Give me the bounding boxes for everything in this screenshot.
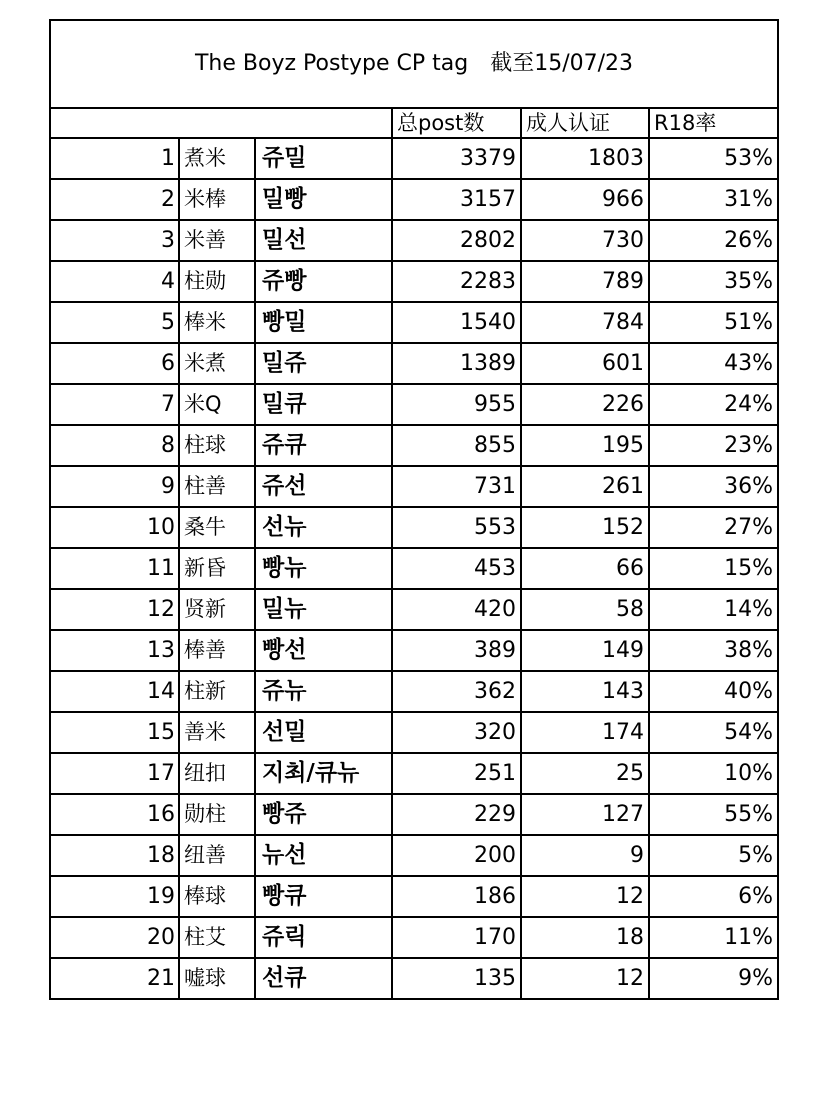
chinese-tag-cell: 柱勋 bbox=[179, 261, 255, 302]
chinese-tag-cell: 嘘球 bbox=[179, 958, 255, 999]
table-row bbox=[50, 138, 778, 179]
table-row bbox=[50, 835, 778, 876]
total-posts-cell: 420 bbox=[392, 589, 521, 630]
adult-verified-cell: 789 bbox=[521, 261, 649, 302]
chinese-tag-cell: 柱艾 bbox=[179, 917, 255, 958]
chinese-tag-cell: 贤新 bbox=[179, 589, 255, 630]
korean-tag-cell: 쥬밀 bbox=[255, 138, 392, 179]
chinese-tag-cell: 桑牛 bbox=[179, 507, 255, 548]
total-posts-cell: 3157 bbox=[392, 179, 521, 220]
rank-cell: 10 bbox=[50, 507, 179, 548]
chinese-tag-cell: 米棒 bbox=[179, 179, 255, 220]
korean-tag-cell: 빵큐 bbox=[255, 876, 392, 917]
total-posts-cell: 1389 bbox=[392, 343, 521, 384]
chinese-tag-cell: 米Q bbox=[179, 384, 255, 425]
korean-tag-cell: 쥬뉴 bbox=[255, 671, 392, 712]
adult-verified-cell: 143 bbox=[521, 671, 649, 712]
adult-verified-cell: 1803 bbox=[521, 138, 649, 179]
adult-verified-cell: 149 bbox=[521, 630, 649, 671]
table-row bbox=[50, 671, 778, 712]
chinese-tag-cell: 棒米 bbox=[179, 302, 255, 343]
rank-cell: 6 bbox=[50, 343, 179, 384]
header-row bbox=[50, 108, 778, 138]
rank-cell: 17 bbox=[50, 753, 179, 794]
total-posts-cell: 731 bbox=[392, 466, 521, 507]
chinese-tag-cell: 柱善 bbox=[179, 466, 255, 507]
korean-tag-cell: 쥬큐 bbox=[255, 425, 392, 466]
korean-tag-cell: 밀쥬 bbox=[255, 343, 392, 384]
table-row bbox=[50, 548, 778, 589]
chinese-tag-cell: 勋柱 bbox=[179, 794, 255, 835]
table-row bbox=[50, 917, 778, 958]
table-row bbox=[50, 466, 778, 507]
total-posts-cell: 1540 bbox=[392, 302, 521, 343]
r18-rate-cell: 35% bbox=[649, 261, 778, 302]
adult-verified-cell: 195 bbox=[521, 425, 649, 466]
rank-cell: 4 bbox=[50, 261, 179, 302]
rank-cell: 7 bbox=[50, 384, 179, 425]
header-adult-verified: 成人认证 bbox=[521, 108, 649, 138]
header-r18-rate: R18率 bbox=[649, 108, 778, 138]
chinese-tag-cell: 煮米 bbox=[179, 138, 255, 179]
adult-verified-cell: 966 bbox=[521, 179, 649, 220]
r18-rate-cell: 43% bbox=[649, 343, 778, 384]
rank-cell: 13 bbox=[50, 630, 179, 671]
table-row bbox=[50, 630, 778, 671]
korean-tag-cell: 빵뉴 bbox=[255, 548, 392, 589]
table-body bbox=[50, 20, 778, 999]
r18-rate-cell: 15% bbox=[649, 548, 778, 589]
adult-verified-cell: 601 bbox=[521, 343, 649, 384]
adult-verified-cell: 18 bbox=[521, 917, 649, 958]
adult-verified-cell: 127 bbox=[521, 794, 649, 835]
table-row bbox=[50, 179, 778, 220]
r18-rate-cell: 38% bbox=[649, 630, 778, 671]
header-blank-cell bbox=[50, 108, 392, 138]
r18-rate-cell: 40% bbox=[649, 671, 778, 712]
rank-cell: 2 bbox=[50, 179, 179, 220]
rank-cell: 5 bbox=[50, 302, 179, 343]
r18-rate-cell: 9% bbox=[649, 958, 778, 999]
r18-rate-cell: 53% bbox=[649, 138, 778, 179]
rank-cell: 20 bbox=[50, 917, 179, 958]
total-posts-cell: 2283 bbox=[392, 261, 521, 302]
korean-tag-cell: 뉴선 bbox=[255, 835, 392, 876]
korean-tag-cell: 쥬릭 bbox=[255, 917, 392, 958]
total-posts-cell: 955 bbox=[392, 384, 521, 425]
korean-tag-cell: 지최/큐뉴 bbox=[255, 753, 392, 794]
r18-rate-cell: 5% bbox=[649, 835, 778, 876]
total-posts-cell: 855 bbox=[392, 425, 521, 466]
korean-tag-cell: 선큐 bbox=[255, 958, 392, 999]
total-posts-cell: 135 bbox=[392, 958, 521, 999]
table-row bbox=[50, 220, 778, 261]
total-posts-cell: 453 bbox=[392, 548, 521, 589]
chinese-tag-cell: 新昏 bbox=[179, 548, 255, 589]
korean-tag-cell: 빵쥬 bbox=[255, 794, 392, 835]
header-total-posts: 总post数 bbox=[392, 108, 521, 138]
adult-verified-cell: 730 bbox=[521, 220, 649, 261]
r18-rate-cell: 27% bbox=[649, 507, 778, 548]
korean-tag-cell: 밀선 bbox=[255, 220, 392, 261]
rank-cell: 15 bbox=[50, 712, 179, 753]
adult-verified-cell: 226 bbox=[521, 384, 649, 425]
adult-verified-cell: 9 bbox=[521, 835, 649, 876]
rank-cell: 19 bbox=[50, 876, 179, 917]
chinese-tag-cell: 柱球 bbox=[179, 425, 255, 466]
rank-cell: 14 bbox=[50, 671, 179, 712]
table-row bbox=[50, 343, 778, 384]
chinese-tag-cell: 善米 bbox=[179, 712, 255, 753]
table-row bbox=[50, 302, 778, 343]
table-row bbox=[50, 794, 778, 835]
korean-tag-cell: 빵밀 bbox=[255, 302, 392, 343]
table-row bbox=[50, 507, 778, 548]
adult-verified-cell: 66 bbox=[521, 548, 649, 589]
adult-verified-cell: 12 bbox=[521, 958, 649, 999]
total-posts-cell: 3379 bbox=[392, 138, 521, 179]
total-posts-cell: 200 bbox=[392, 835, 521, 876]
korean-tag-cell: 밀빵 bbox=[255, 179, 392, 220]
total-posts-cell: 2802 bbox=[392, 220, 521, 261]
r18-rate-cell: 6% bbox=[649, 876, 778, 917]
total-posts-cell: 320 bbox=[392, 712, 521, 753]
korean-tag-cell: 밀큐 bbox=[255, 384, 392, 425]
r18-rate-cell: 24% bbox=[649, 384, 778, 425]
chinese-tag-cell: 柱新 bbox=[179, 671, 255, 712]
rank-cell: 1 bbox=[50, 138, 179, 179]
table-row bbox=[50, 876, 778, 917]
r18-rate-cell: 11% bbox=[649, 917, 778, 958]
korean-tag-cell: 선뉴 bbox=[255, 507, 392, 548]
chinese-tag-cell: 棒善 bbox=[179, 630, 255, 671]
rank-cell: 12 bbox=[50, 589, 179, 630]
adult-verified-cell: 58 bbox=[521, 589, 649, 630]
adult-verified-cell: 784 bbox=[521, 302, 649, 343]
r18-rate-cell: 54% bbox=[649, 712, 778, 753]
title-row bbox=[50, 20, 778, 108]
chinese-tag-cell: 棒球 bbox=[179, 876, 255, 917]
adult-verified-cell: 261 bbox=[521, 466, 649, 507]
table-row bbox=[50, 753, 778, 794]
table-row bbox=[50, 589, 778, 630]
total-posts-cell: 389 bbox=[392, 630, 521, 671]
adult-verified-cell: 152 bbox=[521, 507, 649, 548]
rank-cell: 21 bbox=[50, 958, 179, 999]
adult-verified-cell: 174 bbox=[521, 712, 649, 753]
total-posts-cell: 170 bbox=[392, 917, 521, 958]
rank-cell: 8 bbox=[50, 425, 179, 466]
table-title: The Boyz Postype CP tag 截至15/07/23 bbox=[50, 20, 778, 108]
korean-tag-cell: 빵선 bbox=[255, 630, 392, 671]
korean-tag-cell: 쥬선 bbox=[255, 466, 392, 507]
r18-rate-cell: 31% bbox=[649, 179, 778, 220]
korean-tag-cell: 쥬빵 bbox=[255, 261, 392, 302]
rank-cell: 9 bbox=[50, 466, 179, 507]
r18-rate-cell: 55% bbox=[649, 794, 778, 835]
korean-tag-cell: 밀뉴 bbox=[255, 589, 392, 630]
r18-rate-cell: 26% bbox=[649, 220, 778, 261]
chinese-tag-cell: 纽善 bbox=[179, 835, 255, 876]
rank-cell: 18 bbox=[50, 835, 179, 876]
adult-verified-cell: 12 bbox=[521, 876, 649, 917]
total-posts-cell: 362 bbox=[392, 671, 521, 712]
table-row bbox=[50, 958, 778, 999]
adult-verified-cell: 25 bbox=[521, 753, 649, 794]
table-row bbox=[50, 712, 778, 753]
chinese-tag-cell: 纽扣 bbox=[179, 753, 255, 794]
r18-rate-cell: 36% bbox=[649, 466, 778, 507]
total-posts-cell: 553 bbox=[392, 507, 521, 548]
total-posts-cell: 186 bbox=[392, 876, 521, 917]
cp-tag-table bbox=[49, 19, 779, 1000]
total-posts-cell: 251 bbox=[392, 753, 521, 794]
chinese-tag-cell: 米善 bbox=[179, 220, 255, 261]
korean-tag-cell: 선밀 bbox=[255, 712, 392, 753]
total-posts-cell: 229 bbox=[392, 794, 521, 835]
rank-cell: 16 bbox=[50, 794, 179, 835]
table-row bbox=[50, 384, 778, 425]
r18-rate-cell: 14% bbox=[649, 589, 778, 630]
r18-rate-cell: 51% bbox=[649, 302, 778, 343]
r18-rate-cell: 23% bbox=[649, 425, 778, 466]
rank-cell: 11 bbox=[50, 548, 179, 589]
chinese-tag-cell: 米煮 bbox=[179, 343, 255, 384]
table-row bbox=[50, 261, 778, 302]
rank-cell: 3 bbox=[50, 220, 179, 261]
r18-rate-cell: 10% bbox=[649, 753, 778, 794]
table-row bbox=[50, 425, 778, 466]
